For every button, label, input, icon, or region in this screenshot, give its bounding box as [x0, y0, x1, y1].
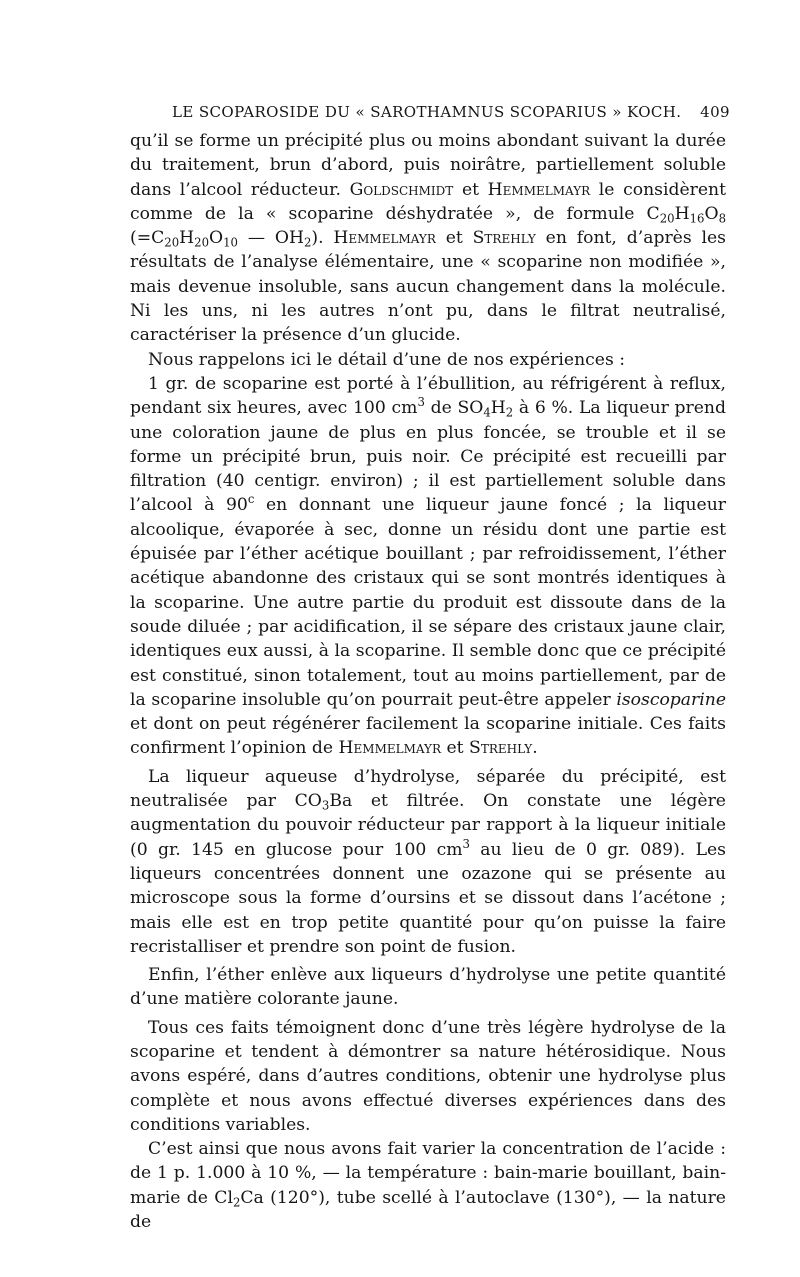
paragraph: La liqueur aqueuse d’hydrolyse, séparée du précipité, est neutralisée par $CO_3Ba$ et filtrée. On constate une légère augmentation du pouvoir réducteur par rapport à la liqueur initiale (0 gr. 145 en glucose pour 100 $cm^3$ au lieu de 0 gr. 089). Les liqueurs concentrées donnent une ozazone qui se présente au microscope sous la forme d’oursins et se dissout dans l’acétone ; mais elle est en trop petite quantité pour qu’on puisse la faire recristalliser et prendre son point de fusion. [130, 766, 726, 957]
paragraph: Enfin, l’éther enlève aux liqueurs d’hydrolyse une petite quantité d’une matière colorante jaune. [130, 965, 726, 1010]
body-text [130, 129, 726, 1234]
author-name: Strehly [472, 228, 536, 249]
author-name: Hemmelmayr [333, 228, 436, 249]
paragraph-continuation: qu’il se forme un précipité plus ou moins abondant suivant la durée du traitement, brun d’abord, puis noirâtre, partiellement soluble dans l’alcool réducteur. Goldschmidt et Hemmelmayr le considèrent comme de la « scoparine déshydratée », de formule $C_{20}H_{16}O_8$ ($=C_{20}H_{20}O_{10}$ — $OH_2$). Hemmelmayr et Strehly en font, d’après les résultats de l’analyse élémentaire, une « scoparine non modifiée », mais devenue insoluble, sans aucun changement dans la molécule. Ni les uns, ni les autres n’ont pu, dans le filtrat neutralisé, caractériser la présence d’un glucide. [130, 131, 726, 346]
author-name: Hemmelmayr [487, 179, 591, 200]
author-name: Goldschmidt [349, 179, 454, 200]
author-name: Strehly [469, 738, 533, 759]
page-number: 409 [700, 103, 730, 121]
paragraph: Tous ces faits témoignent donc d’une très légère hydrolyse de la scoparine et tendent à démontrer sa nature hétérosidique. Nous avons espéré, dans d’autres conditions, obtenir une hydrolyse plus complète et nous avons effectué diverses expériences dans des conditions variables. [130, 1017, 726, 1135]
paragraph: C’est ainsi que nous avons fait varier la concentration de l’acide : de 1 p. 1.000 à 10 %, — la température : bain-marie bouillant, bain-marie de $Cl_2Ca$ (120°), tube scellé à l’autoclave (130°), — la nature de [130, 1139, 726, 1233]
author-name: Hemmelmayr [338, 738, 442, 759]
running-head [172, 103, 730, 127]
running-title: LE SCOPAROSIDE DU « SAROTHAMNUS SCOPARIUS » KOCH. [172, 103, 682, 121]
paragraph: 1 gr. de scoparine est porté à l’ébullition, au réfrigérent à reflux, pendant six heures, avec 100 $cm^3$ de $SO_4H_2$ à 6 %. La liqueur prend une coloration jaune de plus en plus foncée, se trouble et il se forme un précipité brun, puis noir. Ce précipité est recueilli par filtration (40 centigr. environ) ; il est partiellement soluble dans l’alcool à 90$^c$ en donnant une liqueur jaune foncé ; la liqueur alcoolique, évaporée à sec, donne un résidu dont une partie est épuisée par l’éther acétique bouillant ; par refroidissement, l’éther acétique abandonne des cristaux qui se sont montrés identiques à la scoparine. Une autre partie du produit est dissoute dans de la soude diluée ; par acidification, il se sépare des cristaux jaune clair, identiques eux aussi, à la scoparine. Il semble donc que ce précipité est constitué, sinon totalement, tout au moins partiellement, par de la scoparine insoluble qu’on pourrait peut-être appeler isoscoparine et dont on peut régénérer facilement la scoparine initiale. Ces faits confirment l’opinion de Hemmelmayr et Strehly. [130, 373, 727, 759]
paragraph: Nous rappelons ici le détail d’une de nos expériences : [148, 349, 626, 370]
italic-term: isoscoparine [616, 689, 726, 710]
